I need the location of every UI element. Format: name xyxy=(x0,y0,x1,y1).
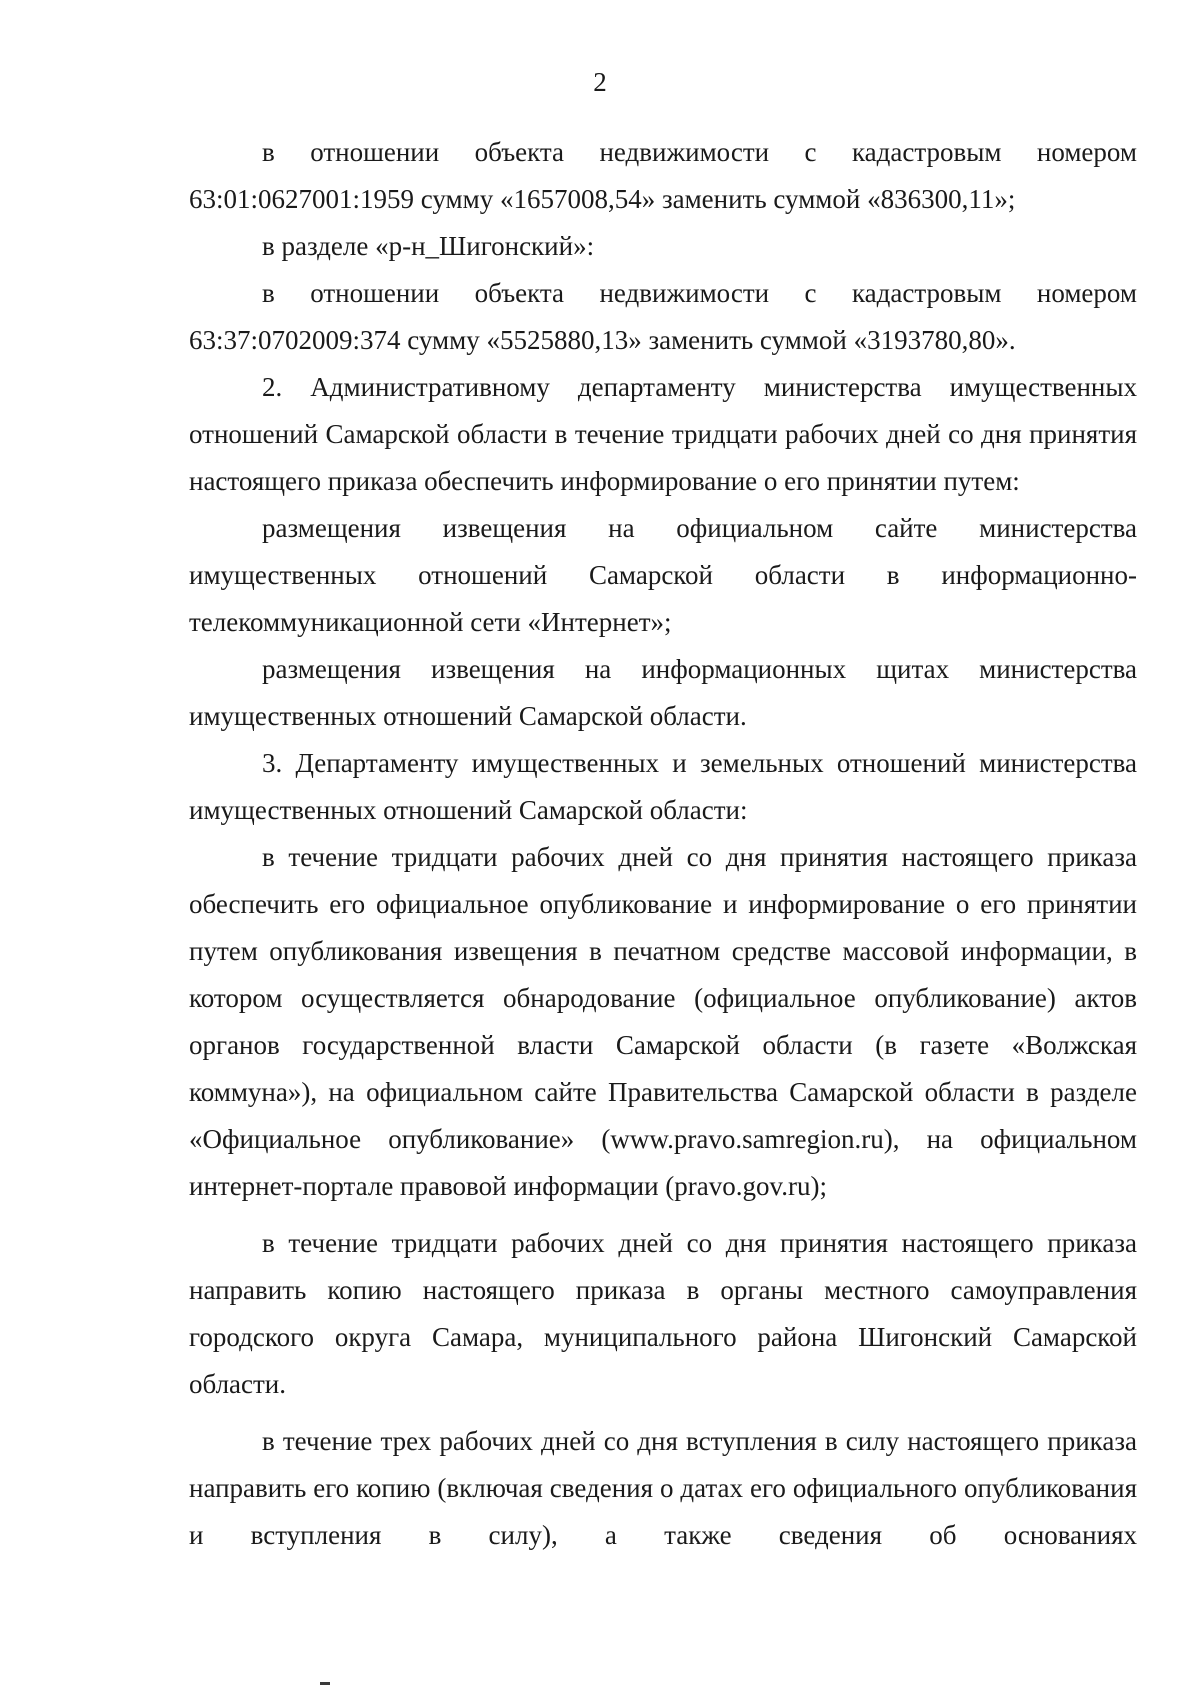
paragraph-publication: в течение тридцати рабочих дней со дня принятия настоящего приказа обеспечить его официальное опубликование и информирование о его принятии путем опубликования извещения в печатном средстве массовой информации, в котором осуществляется обнародование (официальное опубликование) актов органов государственной власти Самарской области (в газете «Волжская коммуна»), на официальном сайте Правительства Самарской области в разделе «Официальное опубликование» (www.pravo.samregion.ru), на официальном интернет-портале правовой информации (pravo.gov.ru); xyxy=(189,842,1137,1201)
page-number: 2 xyxy=(593,67,607,97)
paragraph-cadastral-shigonsky: в отношении объекта недвижимости с кадастровым номером 63:37:0702009:374 сумму «5525880,13» заменить суммой «3193780,80». xyxy=(189,278,1137,355)
document-body xyxy=(189,129,1137,1559)
paragraph-section-shigonsky: в разделе «р-н_Шигонский»: xyxy=(262,231,595,261)
scan-mark xyxy=(320,1682,330,1685)
paragraph-item-3: 3. Департаменту имущественных и земельных отношений министерства имущественных отношений Самарской области: xyxy=(189,748,1137,825)
paragraph-website-notice: размещения извещения на официальном сайте министерства имущественных отношений Самарской области в информационно-телекоммуникационной сети «Интернет»; xyxy=(189,513,1137,637)
paragraph-board-notice: размещения извещения на информационных щитах министерства имущественных отношений Самарской области. xyxy=(189,654,1137,731)
paragraph-copy-to-local-authorities: в течение тридцати рабочих дней со дня принятия настоящего приказа направить копию настоящего приказа в органы местного самоуправления городского округа Самара, муниципального района Шигонский Самарской области. xyxy=(189,1228,1137,1399)
paragraph-copy-three-days: в течение трех рабочих дней со дня вступления в силу настоящего приказа направить его копию (включая сведения о датах его официального опубликования и вступления в силу), а также сведения об основаниях xyxy=(189,1426,1137,1550)
paragraph-item-2: 2. Административному департаменту министерства имущественных отношений Самарской области в течение тридцати рабочих дней со дня принятия настоящего приказа обеспечить информирование о его принятии путем: xyxy=(189,372,1137,496)
paragraph-cadastral-samara: в отношении объекта недвижимости с кадастровым номером 63:01:0627001:1959 сумму «1657008,54» заменить суммой «836300,11»; xyxy=(189,137,1137,214)
